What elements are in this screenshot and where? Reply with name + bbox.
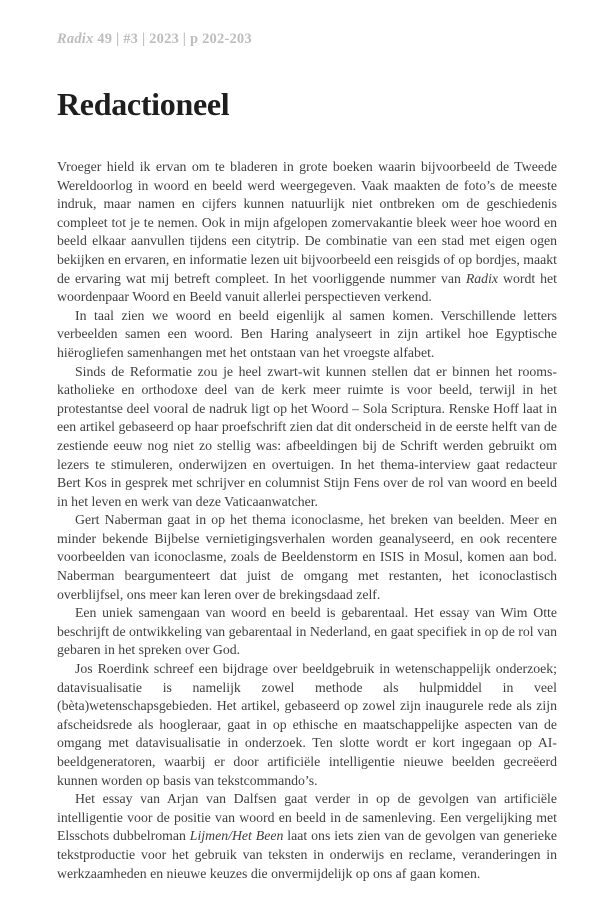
text-run: Een uniek samengaan van woord en beeld is gebarentaal. Het essay van Wim Otte beschrijft de ontwikkeling van gebarentaal in Nederland, en gaat specifiek in op de rol van gebaren in het spreken over God. (57, 605, 557, 658)
paragraph (57, 660, 557, 790)
text-run: Vroeger hield ik ervan om te bladeren in grote boeken waarin bijvoorbeeld de Tweede Wereldoorlog in woord en beeld werd weergegeven. Vaak maakten de foto’s de meeste indruk, maar namen en cijfers kunnen natuurlijk niet ontbreken om de geschiedenis compleet tot je te nemen. Ook in mijn afgelopen zomervakantie bleek weer hoe woord en beeld elkaar aanvullen tijdens een citytrip. De combinatie van een stad met eigen ogen bekijken en ervaren, en informatie lezen uit bijvoorbeeld een reisgids of op bordjes, maakt de ervaring wat mij betreft compleet. In het voorliggende nummer van (57, 159, 557, 286)
italic-text-run: Radix (465, 270, 499, 286)
paragraph (57, 790, 557, 883)
text-run: Sinds de Reformatie zou je heel zwart-wit kunnen stellen dat er binnen het rooms-katholieke en orthodoxe deel van de kerk meer ruimte is voor beeld, terwijl in het protestantse deel vooral de nadruk ligt op het Woord – Sola Scriptura. Renske Hoff laat in een artikel gebaseerd op haar proefschrift zien dat dit onderscheid in de eerste helft van de zestiende eeuw nog niet zo stellig was: afbeeldingen bij de Schrift werden gebruikt om lezers te stimuleren, onderwijzen en overtuigen. In het thema-interview gaat redacteur Bert Kos in gesprek met schrijver en columnist Stijn Fens over de rol van woord en beeld in het leven en werk van deze Vaticaanwatcher. (57, 363, 557, 509)
page-header (57, 30, 557, 49)
paragraph (57, 604, 557, 660)
paragraph (57, 307, 557, 363)
italic-text-run: Lijmen/Het Been (189, 828, 284, 844)
text-run: Gert Naberman gaat in op het thema iconoclasme, het breken van beelden. Meer en minder bekende Bijbelse vernietigingsverhalen worden geanalyseerd, en ook recentere voorbeelden van iconoclasme, zoals de Beeldenstorm en ISIS in Mosul, komen aan bod. Naberman beargumenteert dat juist de omgang met restanten, het iconoclastisch overblijfsel, ons meer kan leren over de brekingsdaad zelf. (57, 512, 557, 602)
journal-name: Radix (57, 31, 94, 47)
text-run: Het essay van Arjan van Dalfsen gaat verder in op de gevolgen van artificiële intelligentie voor de positie van woord en beeld in de samenleving. Een vergelijking met Elsschots dubbelroman (57, 791, 557, 844)
text-run: wordt het woordenpaar Woord en Beeld vanuit allerlei perspectieven verkend. (57, 270, 557, 305)
text-run: Jos Roerdink schreef een bijdrage over beeldgebruik in wetenschappelijk onderzoek; datavisualisatie is namelijk zowel methode als hulpmiddel in veel (bèta)wetenschapsgebieden. Het artikel, gebaseerd op zowel zijn inaugurele rede als zijn afscheidsrede als hoogleraar, gaat in op ethische en maatschappelijke aspecten van de omgang met datavisualisatie in onderzoek. Ten slotte wordt er kort ingegaan op AI-beeldgeneratoren, waarbij er door artificiële intelligentie nieuwe beelden gecreëerd kunnen worden op basis van tekstcommando’s. (57, 661, 557, 788)
paragraph (57, 511, 557, 604)
text-run: laat ons iets zien van de gevolgen van generieke tekstproductie voor het gebruik van teksten in onderwijs en reclame, veranderingen in werkzaamheden en nieuwe keuzes die onvermijdelijk op ons af gaan komen. (57, 828, 557, 881)
paragraph (57, 363, 557, 512)
article-body (57, 158, 557, 883)
issue-meta: 49 | #3 | 2023 | p 202-203 (93, 31, 252, 47)
paragraph (57, 158, 557, 307)
page-title: Redactioneel (57, 86, 230, 122)
text-run: In taal zien we woord en beeld eigenlijk al samen komen. Verschillende letters verbeelden samen een woord. Ben Haring analyseert in zijn artikel hoe Egyptische hiërogliefen samenhangen met het ontstaan van het vroegste alfabet. (57, 307, 557, 360)
